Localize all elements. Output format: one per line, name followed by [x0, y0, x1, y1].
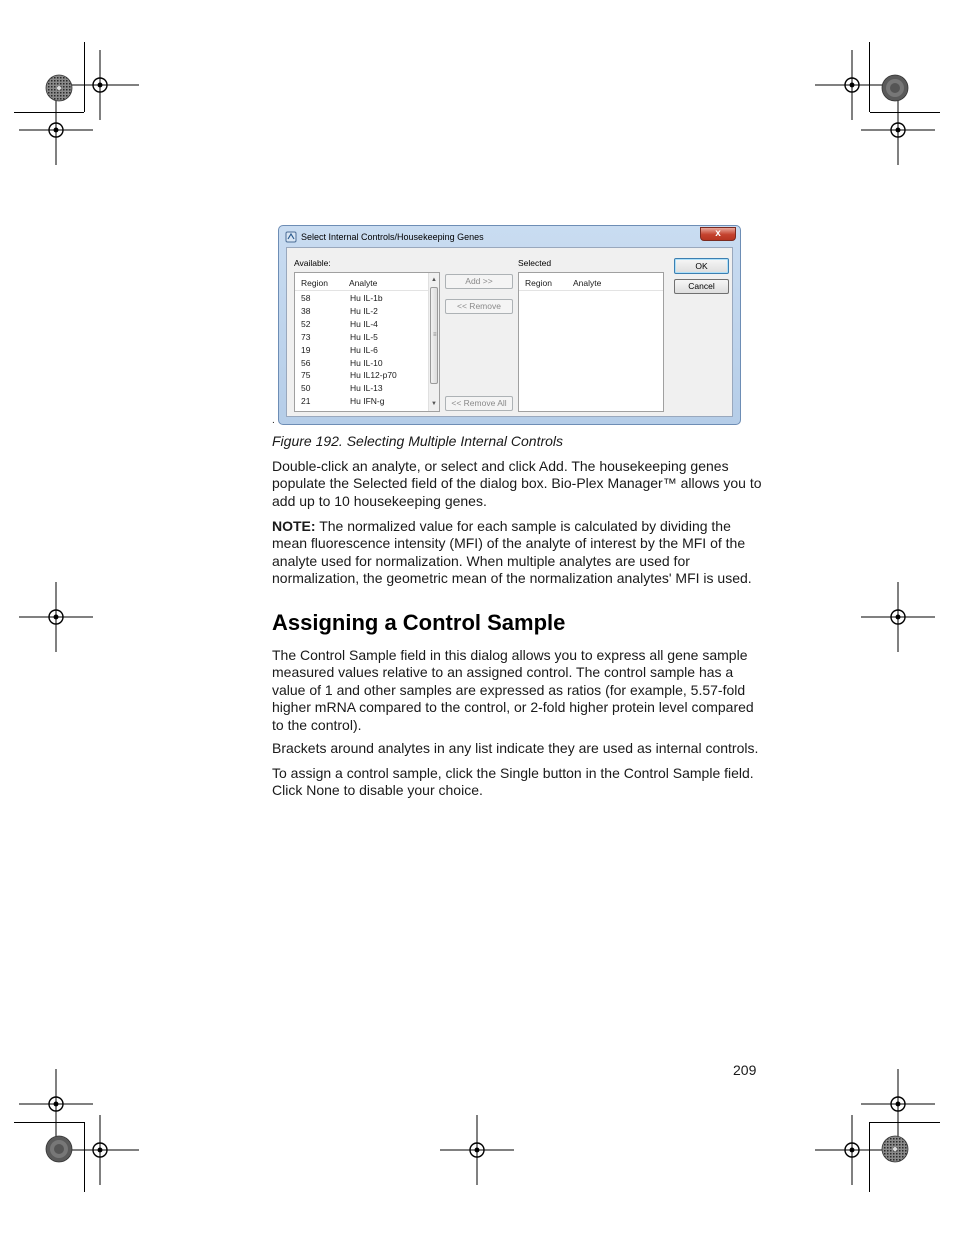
selected-list-header — [519, 273, 663, 291]
region-cell: 75 — [301, 370, 311, 381]
paragraph-brackets: Brackets around analytes in any list indicate they are used as internal controls. — [272, 740, 759, 756]
analyte-cell: Hu IFN-g — [350, 396, 385, 407]
analyte-cell: Hu IL-1b — [350, 293, 383, 303]
analyte-cell: Hu IL-10 — [350, 357, 383, 368]
region-cell: 52 — [301, 318, 311, 329]
list-item[interactable] — [295, 306, 429, 319]
stray-mark: . — [272, 415, 275, 426]
scroll-up-arrow-icon[interactable]: ▲ — [431, 277, 437, 283]
available-list[interactable] — [294, 272, 440, 412]
paragraph-add-analyte: Double-click an analyte, or select and click Add. The housekeeping genes populate the Selected field of the dialog box. Bio-Plex Manager™ allows you to add up to 10 housekeeping genes. — [272, 458, 762, 509]
select-internal-controls-dialog — [278, 225, 741, 425]
selected-label: Selected — [518, 258, 552, 268]
note-text: The normalized value for each sample is calculated by dividing the mean fluorescence intensity (MFI) of the analyte of interest by the MFI of the analyte used for normalization. When multiple analytes are used for normalization, the geometric mean of the normalization analytes' MFI is used. — [272, 518, 752, 587]
grip-icon: ≡ — [433, 332, 437, 338]
analyte-cell: Hu IL-5 — [350, 331, 378, 342]
available-list-header — [295, 273, 439, 291]
dialog-body — [286, 247, 733, 417]
figure-caption: Figure 192. Selecting Multiple Internal Controls — [272, 433, 564, 449]
analyte-cell: Hu IL-4 — [350, 318, 378, 329]
list-item[interactable] — [295, 396, 429, 409]
paragraph-control-sample: The Control Sample field in this dialog allows you to express all gene sample measured values relative to an assigned control. The control sample has a value of 1 and other samples are expressed as ratios (for example, 5.57-fold higher mRNA compared to the control, or 2-fold higher protein level compared to the control). — [272, 647, 754, 733]
analyte-cell: Hu IL-2 — [350, 305, 378, 316]
region-cell: 50 — [301, 383, 311, 394]
selected-list[interactable] — [518, 272, 664, 412]
column-header-region[interactable]: Region — [301, 278, 328, 288]
remove-all-button[interactable]: << Remove All — [445, 396, 513, 411]
region-cell: 58 — [301, 293, 311, 303]
column-header-analyte[interactable]: Analyte — [349, 278, 378, 288]
starburst-target-icon — [45, 1135, 73, 1163]
analyte-cell: Hu IL12-p70 — [350, 370, 397, 381]
close-icon: x — [715, 228, 721, 239]
region-cell: 38 — [301, 305, 311, 316]
column-header-analyte[interactable]: Analyte — [573, 278, 602, 288]
add-button[interactable]: Add >> — [445, 274, 513, 289]
scroll-down-arrow-icon[interactable]: ▼ — [431, 401, 437, 407]
registration-target-icon — [19, 95, 93, 165]
list-item[interactable] — [295, 345, 429, 358]
registration-target-icon — [65, 1115, 139, 1185]
ok-button[interactable]: OK — [674, 258, 729, 274]
list-item[interactable] — [295, 332, 429, 345]
region-cell: 73 — [301, 331, 311, 342]
starburst-target-icon — [45, 74, 73, 102]
list-item[interactable] — [295, 319, 429, 332]
region-cell: 21 — [301, 396, 311, 407]
region-cell: 19 — [301, 344, 311, 355]
registration-target-icon — [861, 95, 935, 165]
starburst-target-icon — [881, 1135, 909, 1163]
app-icon — [285, 231, 297, 243]
remove-button[interactable]: << Remove — [445, 299, 513, 314]
list-item[interactable] — [295, 293, 429, 306]
page-number: 209 — [733, 1062, 757, 1078]
available-label: Available: — [294, 258, 331, 268]
registration-target-icon — [19, 582, 93, 652]
registration-target-icon — [861, 582, 935, 652]
list-item[interactable] — [295, 370, 429, 383]
column-header-region[interactable]: Region — [525, 278, 552, 288]
analyte-cell: Hu IL-13 — [350, 383, 383, 394]
region-cell: 56 — [301, 357, 311, 368]
registration-target-icon — [440, 1115, 514, 1185]
close-button[interactable] — [700, 227, 736, 241]
starburst-target-icon — [881, 74, 909, 102]
list-item[interactable] — [295, 383, 429, 396]
dialog-titlebar[interactable] — [279, 226, 740, 248]
note-paragraph — [272, 518, 762, 588]
analyte-cell: Hu IL-6 — [350, 344, 378, 355]
available-list-scrollbar[interactable] — [428, 273, 439, 411]
cancel-button[interactable]: Cancel — [674, 279, 729, 294]
note-label: NOTE: — [272, 518, 316, 534]
registration-target-icon — [815, 1115, 889, 1185]
section-heading: Assigning a Control Sample — [272, 610, 566, 635]
dialog-title: Select Internal Controls/Housekeeping Genes — [301, 232, 484, 242]
paragraph-assign-control: To assign a control sample, click the Single button in the Control Sample field. Click None to disable your choice. — [272, 765, 754, 799]
list-item[interactable] — [295, 358, 429, 371]
scrollbar-thumb[interactable] — [430, 287, 438, 384]
